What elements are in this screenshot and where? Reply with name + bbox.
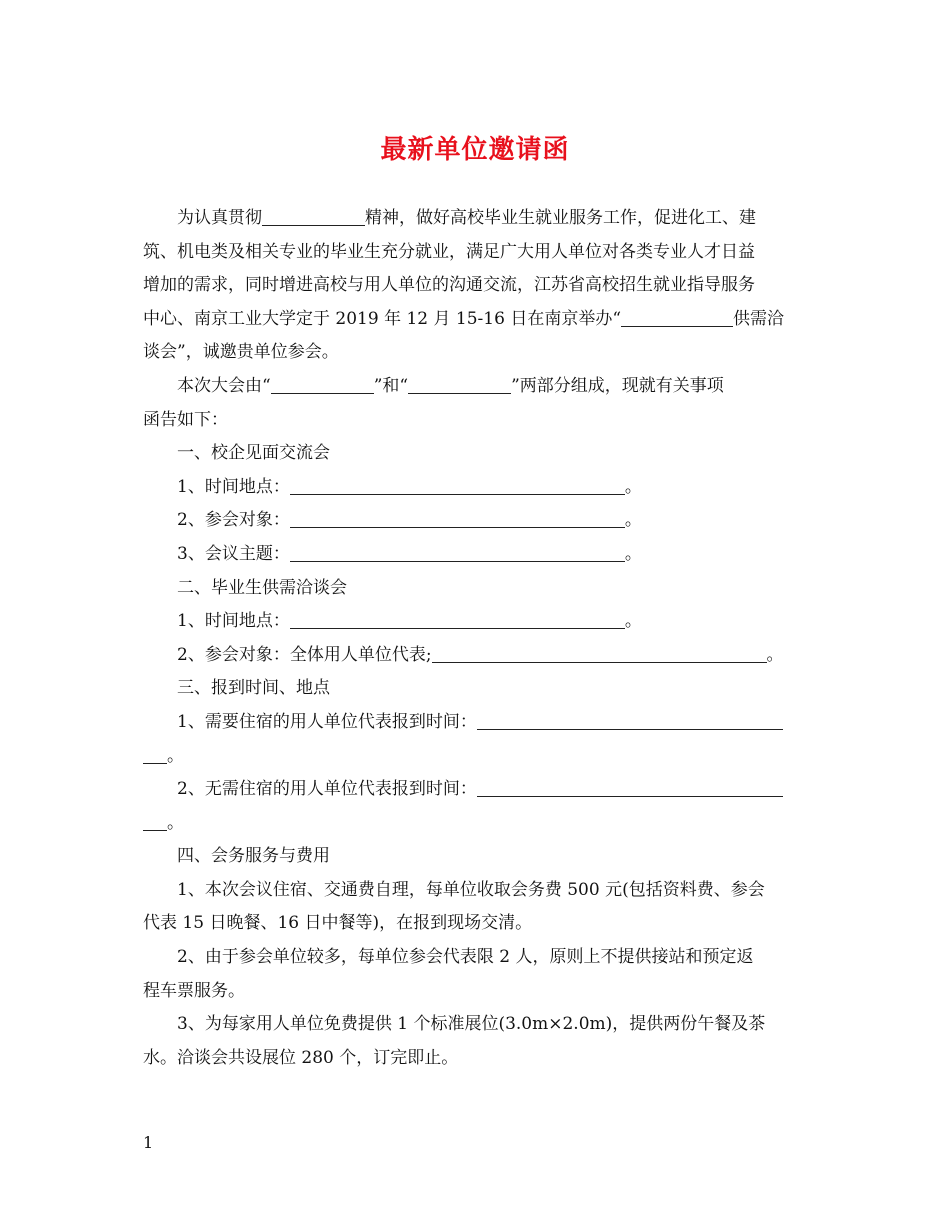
section-4-item-2-line-1: 2、由于参会单位较多，每单位参会代表限 2 人，原则上不提供接站和预定返 (177, 947, 754, 968)
item-label: 2、无需住宿的用人单位代表报到时间： (177, 779, 477, 800)
section-3-item-1 (143, 706, 813, 740)
section-4-item-1-line-1: 1、本次会议住宿、交通费自理，每单位收取会务费 500 元(包括资料费、参会 (177, 879, 765, 900)
text-segment: 精神，做好高校毕业生就业服务工作，促进化工、建 (365, 208, 756, 228)
blank-underline (477, 777, 783, 797)
period: 。 (766, 644, 784, 665)
text-segment: ”和“ (373, 375, 409, 396)
section-1-item-2 (143, 504, 813, 538)
item-label: 1、时间地点： (177, 611, 290, 632)
paragraph-intro-line-4 (143, 303, 813, 337)
document-title: 最新单位邀请函 (380, 135, 570, 165)
document-body (143, 202, 813, 1075)
blank-underline (290, 475, 625, 495)
section-3-item-2 (143, 773, 813, 807)
paragraph-intro-line-5: 谈会”，诚邀贵单位参会。 (143, 342, 339, 363)
text-segment: 中心、南京工业大学定于 2019 年 12 月 15-16 日在南京举办“ (143, 308, 622, 329)
section-4-item-3-line-1: 3、为每家用人单位免费提供 1 个标准展位(3.0m×2.0m)，提供两份午餐及茶 (177, 1014, 766, 1035)
period: 。 (167, 812, 184, 833)
section-1-heading: 一、校企见面交流会 (177, 443, 330, 464)
paragraph-overview-line-2: 函告如下： (143, 409, 228, 430)
text-segment: 本次大会由“ (177, 375, 271, 396)
section-4-item-1-line-2: 代表 15 日晚餐、16 日中餐等)，在报到现场交清。 (143, 913, 533, 934)
section-2-heading: 二、毕业生供需洽谈会 (177, 577, 347, 598)
section-4-item-2-line-2: 程车票服务。 (143, 980, 245, 1001)
section-3-item-1-cont (143, 740, 813, 774)
blank-underline (432, 643, 767, 663)
section-4-item-3-line-2: 水。洽谈会共设展位 280 个，订完即止。 (143, 1047, 459, 1068)
paragraph-intro-line-2: 筑、机电类及相关专业的毕业生充分就业，满足广大用人单位对各类专业人才日益 (143, 241, 755, 262)
item-label: 2、参会对象：全体用人单位代表; (177, 644, 432, 665)
text-segment: 为认真贯彻 (177, 208, 262, 228)
blank-underline (271, 374, 374, 394)
section-1-item-3 (143, 538, 813, 572)
text-segment: 供需洽 (733, 308, 785, 329)
section-4-heading: 四、会务服务与费用 (177, 846, 330, 867)
paragraph-intro-line-3: 增加的需求，同时增进高校与用人单位的沟通交流，江苏省高校招生就业指导服务 (143, 275, 755, 296)
page-number: 1 (143, 1133, 154, 1152)
blank-underline (408, 374, 511, 394)
section-3-item-2-cont (143, 807, 813, 841)
blank-underline (290, 609, 625, 629)
blank-underline (143, 744, 167, 764)
period: 。 (624, 510, 642, 531)
text-segment: ”两部分组成，现就有关事项 (511, 375, 724, 396)
item-label: 2、参会对象： (177, 510, 290, 531)
blank-underline (477, 710, 783, 730)
section-2-item-2 (143, 639, 813, 673)
blank-underline (621, 307, 733, 327)
section-3-heading: 三、报到时间、地点 (177, 678, 330, 699)
period: 。 (624, 611, 642, 632)
period: 。 (167, 745, 184, 766)
section-1-item-1 (143, 471, 813, 505)
period: 。 (624, 476, 642, 497)
item-label: 1、时间地点： (177, 476, 290, 497)
blank-underline (262, 206, 365, 226)
blank-underline (290, 542, 625, 562)
blank-underline (143, 811, 167, 831)
item-label: 1、需要住宿的用人单位代表报到时间： (177, 711, 477, 732)
blank-underline (290, 508, 625, 528)
section-2-item-1 (143, 605, 813, 639)
paragraph-overview-line-1 (143, 370, 813, 404)
item-label: 3、会议主题： (177, 543, 290, 564)
paragraph-intro-line-1 (143, 202, 813, 236)
period: 。 (624, 543, 642, 564)
